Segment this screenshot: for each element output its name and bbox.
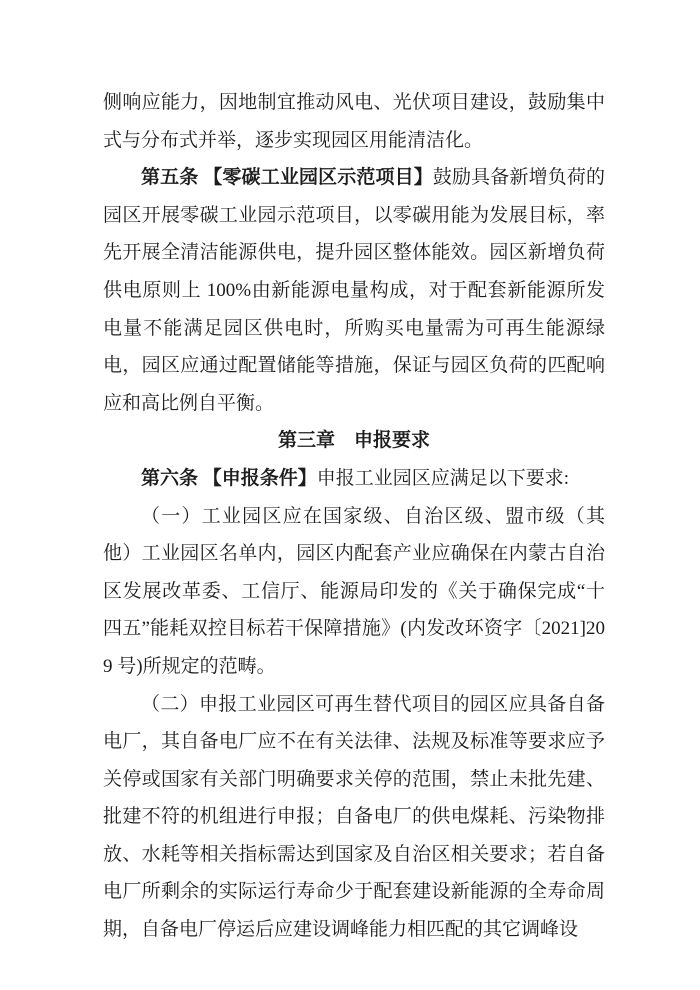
paragraph-4 (103, 460, 605, 498)
chapter-heading (103, 422, 605, 460)
paragraph-6 (103, 686, 605, 949)
paragraph-5 (103, 498, 605, 686)
text-run: 第五条 【零碳工业园区示范项目】 (141, 167, 433, 189)
text-run: 侧响应能力，因地制宜推动风电、光伏项目建设，鼓励集中式与分布式并举，逐步实现园区用能清洁化。 (103, 92, 605, 151)
text-run: （二）申报工业园区可再生替代项目的园区应具备自备电厂，其自备电厂应不在有关法律、法规及标准等要求应予关停或国家有关部门明确要求关停的范围，禁止未批先建、批建不符的机组进行申报；自备电厂的供电煤耗、污染物排放、水耗等相关指标需达到国家及自治区相关要求；若自备电厂所剩余的实际运行寿命少于配套建设新能源的全寿命周期，自备电厂停运后应建设调峰能力相匹配的其它调峰设 (103, 693, 605, 941)
text-run: 鼓励具备新增负荷的园区开展零碳工业园示范项目，以零碳用能为发展目标，率先开展全清洁能源供电，提升园区整体能效。园区新增负荷供电原则上 100%由新能源电量构成，对于配套新能源所发电量不能满足园区供电时，所购买电量需为可再生能源绿电，园区应通过配置储能等措施，保证与园区负荷的匹配响应和高比例自平衡。 (103, 167, 605, 414)
text-run: （一）工业园区应在国家级、自治区级、盟市级（其他）工业园区名单内，园区内配套产业应确保在内蒙古自治区发展改革委、工信厅、能源局印发的《关于确保完成“十四五”能耗双控目标若干保障措施》(内发改环资字〔2021]209 号)所规定的范畴。 (103, 505, 605, 677)
paragraph-2 (103, 159, 605, 422)
paragraph-1 (103, 84, 605, 159)
text-run: 第三章 申报要求 (277, 430, 430, 452)
text-run: 申报工业园区应满足以下要求: (316, 467, 570, 489)
text-run: 第六条 【申报条件】 (141, 467, 317, 489)
